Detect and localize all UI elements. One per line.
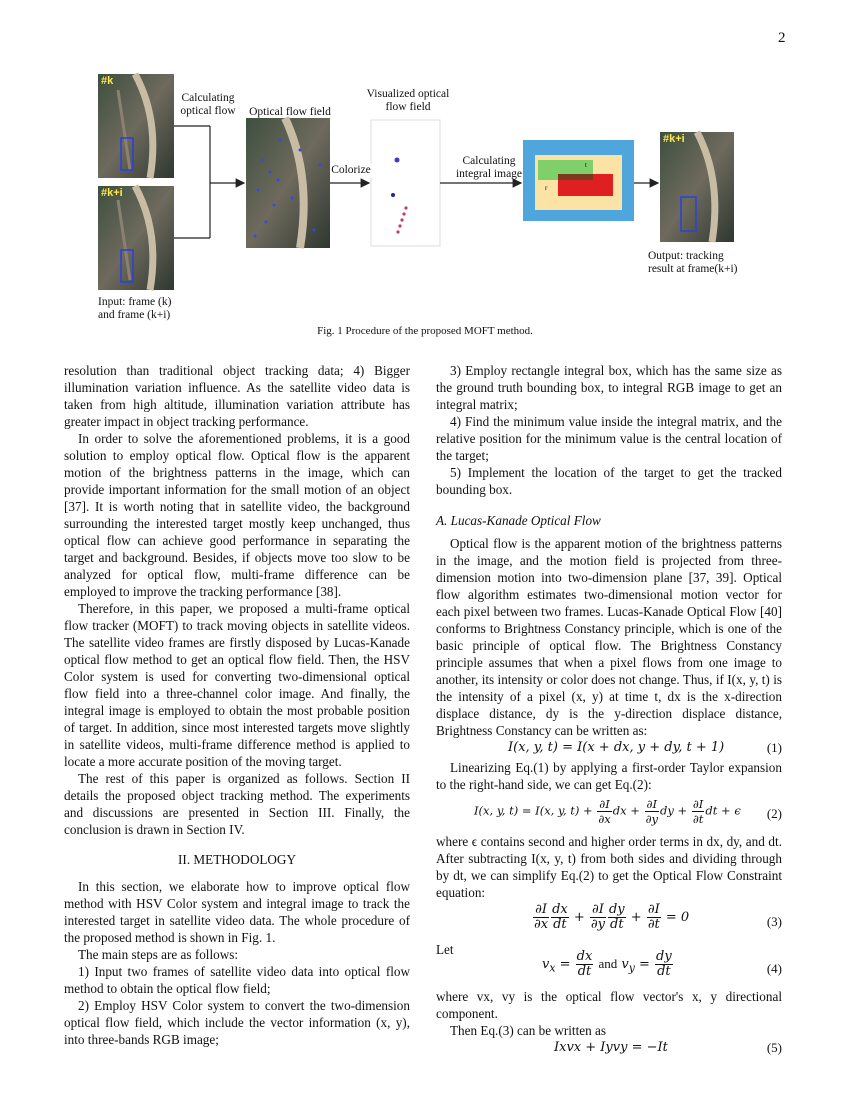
- label-calc-flow: Calculating optical flow: [180, 92, 236, 117]
- figure-caption: Fig. 1 Procedure of the proposed MOFT method.: [317, 325, 533, 337]
- equation-number: (4): [766, 961, 782, 976]
- equation-4: [436, 948, 782, 988]
- label-calc-integral: Calculating integral image: [455, 155, 523, 180]
- figure-1: [0, 0, 850, 345]
- equation-5: [436, 1039, 782, 1059]
- label-colorize: Colorize: [331, 164, 371, 176]
- label-visualized: Visualized optical flow field: [366, 88, 450, 113]
- frame-k-image: [98, 74, 174, 178]
- tile-label-k: #k: [101, 75, 114, 87]
- paragraph: The rest of this paper is organized as follows. Section II details the proposed object tracking method. The experiments and discussions are presented in Section III. Finally, the conclusion is drawn in Section IV.: [64, 771, 410, 837]
- paragraph: The main steps are as follows:: [78, 947, 239, 962]
- label-flow-field: Optical flow field: [249, 106, 331, 118]
- label-input: Input: frame (k) and frame (k+i): [98, 296, 172, 321]
- box-label-r: r: [545, 184, 548, 192]
- let-text: Let: [436, 942, 454, 957]
- optical-flow-field-image: [246, 118, 330, 248]
- paragraph: 4) Find the minimum value inside the integral matrix, and the relative position for the minimum value is the central location of the target;: [436, 414, 782, 463]
- equation-3: [436, 901, 782, 941]
- equation-body: I(x, y, t) = I(x, y, t) + $\frac{\partial I}{\partial x}$ dx + $\frac{\partial I}{\partial y}$ dy + $\frac{\partial I}{\partial t}$ dt + ϵ: [474, 797, 741, 826]
- equation-body: I(x, y, t) = I(x + dx, y + dy, t + 1): [508, 740, 725, 755]
- equation-number: (1): [766, 740, 782, 755]
- equation-body: $v_x$ = $\frac{dx}{dt}$ and $v_y$ = $\frac{dy}{dt}$: [542, 949, 672, 979]
- box-label-t: t: [585, 161, 587, 169]
- paragraph: 3) Employ rectangle integral box, which has the same size as the ground truth bounding box, to integral RGB image to get an integral matrix;: [436, 363, 782, 412]
- equation-2: [436, 793, 782, 833]
- tile-label-out: #k+i: [663, 133, 685, 145]
- paragraph: 2) Employ HSV Color system to convert the two-dimension optical flow field, which include the vector information (x, y), into three-bands RGB image;: [64, 998, 410, 1047]
- paragraph: Linearizing Eq.(1) by applying a first-order Taylor expansion to the right-hand side, we can get Eq.(2):: [436, 760, 782, 792]
- equation-number: (2): [766, 806, 782, 821]
- paragraph: 5) Implement the location of the target to get the tracked bounding box.: [436, 465, 782, 497]
- left-column: [64, 362, 410, 1048]
- tile-label-ki: #k+i: [101, 187, 123, 199]
- paragraph: resolution than traditional object tracking data; 4) Bigger illumination variation influence. As the satellite video data is taken from high altitude, illumination variation attribute has greater impact in object tracking performance.: [64, 363, 410, 429]
- paragraph: where vx, vy is the optical flow vector's x, y directional component.: [436, 989, 782, 1021]
- equation-1: [436, 739, 782, 759]
- paragraph: In order to solve the aforementioned problems, it is a good solution to employ optical flow. Optical flow is the apparent motion of the brightness patterns in the image, which can provide important information for the small motion of an object [37]. It is worth noting that in satellite video, the background surrounding the interested target mostly keep unchanged, thus optical flow can achieve good performance in separating the target and background. Besides, if objects move too slow to be analyzed for optical flow, multi-frame difference can be employed to improve the tracking performance [38].: [64, 431, 410, 599]
- paragraph: In this section, we elaborate how to improve optical flow method with HSV Color system and integral image to track the interested target in satellite video data. The whole procedure of the proposed method is shown in Fig. 1.: [64, 879, 410, 945]
- equation-number: (5): [766, 1040, 782, 1055]
- frame-ki-image: [98, 186, 174, 290]
- figure-diagram: [0, 0, 850, 345]
- label-output: Output: tracking result at frame(k+i): [648, 250, 738, 275]
- paragraph: Then Eq.(3) can be written as: [450, 1023, 606, 1038]
- section-heading: II. METHODOLOGY: [178, 852, 296, 867]
- paragraph: Therefore, in this paper, we proposed a multi-frame optical flow tracker (MOFT) to track moving objects in satellite videos. The satellite video frames are firstly disposed by Lucas-Kanade optical flow method to get an optical flow field. Then, the HSV Color system is used for converting two-dimensional optical flow field into a three-channel color image. And finally, the integral image is employed to obtain the most probable position of target. In addition, since most interested targets move slightly in satellite videos, multi-frame difference method is applied to locate a more accurate position of the moving target.: [64, 601, 410, 769]
- right-column: [436, 362, 782, 1059]
- paragraph: 1) Input two frames of satellite video data into optical flow method to obtain the optical flow field;: [64, 964, 410, 996]
- equation-number: (3): [766, 914, 782, 929]
- equation-body: $\frac{\partial I}{\partial x}$ $\frac{dx}{dt}$ + $\frac{\partial I}{\partial y}$ $\frac{dy}{dt}$ + $\frac{\partial I}{\partial t}$ = 0: [534, 902, 690, 932]
- paragraph: Optical flow is the apparent motion of the brightness patterns in the image, and the motion field is projected from three-dimension motion into two-dimension plane [37, 39]. Optical flow algorithm estimates two-dimensional motion vector for each pixel between two frames. Lucas-Kanade Optical Flow [40] conforms to Brightness Constancy principle, which is one of the basic principle of optical flow. The Brightness Constancy principle assumes that when a pixel flows from one image to another, its intensity or color does not change. Thus, if I(x, y, t) is the intensity of a pixel (x, y) at time t, dx is the x-direction displace distance, dy is the y-direction displace distance, Brightness Constancy can be written as:: [436, 536, 782, 738]
- output-tracking-image: [660, 132, 734, 242]
- page-number: 2: [778, 30, 786, 46]
- equation-body: Ixvx + Iyvy = −It: [554, 1040, 668, 1055]
- visualized-flow-image: [371, 120, 440, 246]
- subsection-heading: A. Lucas-Kanade Optical Flow: [436, 513, 601, 528]
- paragraph: where ϵ contains second and higher order terms in dx, dy, and dt. After subtracting I(x, y, t) from both sides and dividing through by dt, we can simplify Eq.(2) to get the Optical Flow Constraint equation:: [436, 834, 782, 900]
- integral-image: [523, 140, 634, 221]
